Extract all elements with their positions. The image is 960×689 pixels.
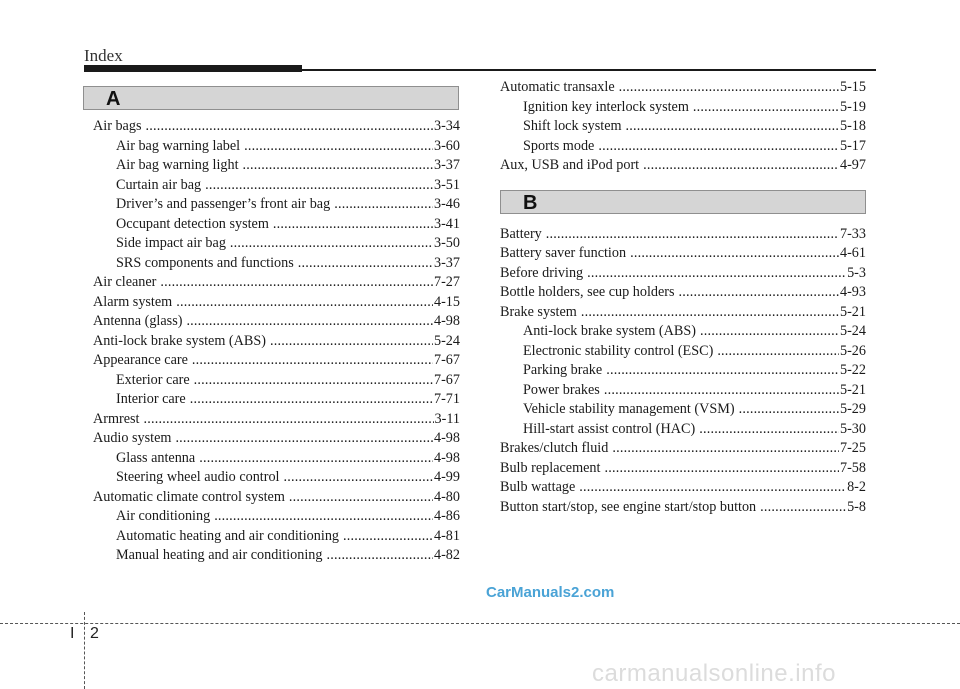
dot-leader bbox=[284, 468, 433, 488]
index-entry[interactable] bbox=[93, 488, 460, 508]
dot-leader bbox=[619, 78, 839, 98]
index-entry-text: Occupant detection system bbox=[116, 215, 269, 232]
dot-leader bbox=[176, 293, 433, 313]
dot-leader bbox=[700, 322, 839, 342]
dot-leader bbox=[289, 488, 433, 508]
index-entry[interactable] bbox=[93, 546, 460, 566]
dot-leader bbox=[243, 156, 433, 176]
index-entry-text: Brakes/clutch fluid bbox=[500, 440, 609, 456]
dot-leader bbox=[679, 283, 839, 303]
index-entry-text: Ignition key interlock system bbox=[523, 98, 689, 115]
dot-leader bbox=[343, 527, 433, 547]
index-entry-text: Automatic climate control system bbox=[93, 488, 285, 505]
index-entry-page: 5-24 bbox=[839, 323, 866, 339]
index-entry[interactable] bbox=[500, 459, 866, 479]
dot-leader bbox=[144, 410, 434, 430]
dot-leader bbox=[643, 156, 839, 176]
index-entry[interactable] bbox=[93, 468, 460, 488]
dot-leader bbox=[626, 117, 839, 137]
index-entry-page: 7-71 bbox=[433, 391, 460, 407]
index-entry-page: 5-21 bbox=[839, 381, 866, 398]
dot-leader bbox=[145, 117, 433, 137]
index-entry-text: Air bag warning light bbox=[116, 157, 239, 173]
dot-leader bbox=[205, 176, 433, 196]
index-entry[interactable] bbox=[93, 156, 460, 176]
index-entry[interactable] bbox=[500, 498, 866, 518]
index-entry[interactable] bbox=[93, 215, 460, 235]
section-a-letter: A bbox=[106, 88, 121, 110]
dot-leader bbox=[760, 498, 846, 518]
index-entry-page: 5-18 bbox=[839, 118, 866, 134]
index-entry-page: 5-17 bbox=[839, 137, 866, 154]
dot-leader bbox=[199, 449, 433, 469]
index-entry-page: 7-58 bbox=[839, 459, 866, 476]
index-entry-text: Shift lock system bbox=[523, 118, 622, 134]
index-entry[interactable] bbox=[500, 361, 866, 381]
index-entry-text: Exterior care bbox=[116, 371, 190, 388]
index-column-left bbox=[93, 117, 460, 566]
index-entry-text: Air conditioning bbox=[116, 508, 211, 524]
dot-leader bbox=[190, 390, 433, 410]
section-b-header bbox=[500, 190, 866, 214]
index-entry-text: Sports mode bbox=[523, 137, 595, 154]
index-entry-text: Manual heating and air conditioning bbox=[116, 547, 323, 563]
index-entry-page: 4-82 bbox=[433, 547, 460, 563]
index-entry[interactable] bbox=[500, 439, 866, 459]
index-entry[interactable] bbox=[500, 264, 866, 284]
index-entry-text: Antenna (glass) bbox=[93, 313, 183, 329]
dot-leader bbox=[579, 478, 846, 498]
dot-leader bbox=[230, 234, 433, 254]
index-entry[interactable] bbox=[500, 117, 866, 137]
index-entry[interactable] bbox=[500, 322, 866, 342]
index-entry[interactable] bbox=[93, 254, 460, 274]
index-entry-text: Anti-lock brake system (ABS) bbox=[523, 323, 696, 339]
index-entry[interactable] bbox=[93, 273, 460, 293]
index-entry[interactable] bbox=[500, 244, 866, 264]
index-entry-text: Air bags bbox=[93, 118, 142, 134]
index-entry-page: 3-60 bbox=[433, 137, 460, 154]
index-entry-page: 5-30 bbox=[839, 420, 866, 437]
index-entry-page: 5-22 bbox=[839, 362, 866, 378]
index-entry-page: 4-93 bbox=[839, 284, 866, 300]
index-entry-text: Hill-start assist control (HAC) bbox=[523, 420, 696, 437]
index-entry-text: Audio system bbox=[93, 430, 172, 446]
index-entry[interactable] bbox=[93, 137, 460, 157]
index-entry[interactable] bbox=[500, 420, 866, 440]
dot-leader bbox=[693, 98, 839, 118]
index-entry-text: Automatic transaxle bbox=[500, 79, 615, 95]
dot-leader bbox=[612, 439, 839, 459]
dot-leader bbox=[334, 195, 433, 215]
index-entry[interactable] bbox=[500, 156, 866, 176]
index-entry-page: 4-61 bbox=[839, 245, 866, 261]
dot-leader bbox=[270, 332, 433, 352]
index-entry-text: Battery bbox=[500, 225, 542, 242]
index-entry[interactable] bbox=[93, 449, 460, 469]
index-entry-page: 7-67 bbox=[433, 352, 460, 368]
index-entry-page: 3-50 bbox=[433, 235, 460, 251]
index-entry-text: Electronic stability control (ESC) bbox=[523, 342, 714, 359]
index-entry[interactable] bbox=[93, 176, 460, 196]
index-entry-page: 4-98 bbox=[433, 430, 460, 446]
index-entry-text: Battery saver function bbox=[500, 245, 627, 261]
index-entry[interactable] bbox=[500, 400, 866, 420]
section-a-list bbox=[93, 117, 460, 566]
index-entry-text: Power brakes bbox=[523, 381, 600, 398]
dot-leader bbox=[326, 546, 433, 566]
index-entry[interactable] bbox=[500, 225, 866, 245]
index-entry-page: 5-24 bbox=[433, 332, 460, 349]
index-entry[interactable] bbox=[500, 283, 866, 303]
index-entry-text: Glass antenna bbox=[116, 449, 196, 466]
index-entry[interactable] bbox=[93, 429, 460, 449]
section-b-list bbox=[500, 225, 866, 518]
dot-leader bbox=[192, 351, 433, 371]
dot-leader bbox=[598, 137, 839, 157]
index-entry-page: 4-86 bbox=[433, 508, 460, 524]
index-entry[interactable] bbox=[500, 342, 866, 362]
footer-rule bbox=[0, 623, 960, 624]
index-entry-text: Vehicle stability management (VSM) bbox=[523, 401, 735, 417]
index-entry-page: 5-26 bbox=[839, 342, 866, 359]
index-entry-page: 3-11 bbox=[434, 410, 460, 427]
page-title: Index bbox=[84, 46, 123, 65]
index-entry-text: Parking brake bbox=[523, 362, 603, 378]
index-entry[interactable] bbox=[500, 303, 866, 323]
index-entry-page: 4-15 bbox=[433, 293, 460, 310]
index-entry[interactable] bbox=[500, 78, 866, 98]
index-entry-text: Appearance care bbox=[93, 352, 188, 368]
dot-leader bbox=[604, 459, 839, 479]
index-entry-text: Alarm system bbox=[93, 293, 173, 310]
index-entry-text: Side impact air bag bbox=[116, 235, 226, 251]
index-entry-text: Bulb replacement bbox=[500, 459, 601, 476]
index-entry-page: 4-98 bbox=[433, 313, 460, 329]
index-entry-text: Armrest bbox=[93, 410, 140, 427]
index-entry-text: Button start/stop, see engine start/stop button bbox=[500, 498, 757, 515]
index-entry[interactable] bbox=[93, 351, 460, 371]
index-entry-page: 7-33 bbox=[839, 225, 866, 242]
index-entry-page: 5-29 bbox=[839, 401, 866, 417]
section-a-continued-list bbox=[500, 78, 866, 176]
index-entry-page: 4-80 bbox=[433, 488, 460, 505]
index-entry-page: 3-46 bbox=[433, 196, 460, 212]
index-entry-page: 7-27 bbox=[433, 274, 460, 290]
index-entry-page: 3-41 bbox=[433, 215, 460, 232]
index-entry[interactable] bbox=[93, 234, 460, 254]
dot-leader bbox=[244, 137, 433, 157]
index-entry[interactable] bbox=[93, 507, 460, 527]
index-entry[interactable] bbox=[500, 478, 866, 498]
index-entry[interactable] bbox=[93, 195, 460, 215]
index-entry-page: 3-37 bbox=[433, 157, 460, 173]
index-entry[interactable] bbox=[500, 381, 866, 401]
dot-leader bbox=[186, 312, 433, 332]
index-column-right bbox=[500, 78, 866, 517]
index-entry-text: SRS components and functions bbox=[116, 254, 294, 271]
index-entry[interactable] bbox=[500, 137, 866, 157]
dot-leader bbox=[298, 254, 433, 274]
index-entry-page: 5-8 bbox=[847, 498, 866, 515]
index-entry[interactable] bbox=[93, 332, 460, 352]
index-entry-text: Before driving bbox=[500, 264, 584, 281]
index-entry-text: Driver’s and passenger’s front air bag bbox=[116, 196, 331, 212]
index-entry-page: 3-51 bbox=[433, 176, 460, 193]
index-entry[interactable] bbox=[93, 410, 460, 430]
dot-leader bbox=[630, 244, 839, 264]
dot-leader bbox=[604, 381, 839, 401]
index-entry-text: Anti-lock brake system (ABS) bbox=[93, 332, 266, 349]
index-entry-page: 7-67 bbox=[433, 371, 460, 388]
index-entry[interactable] bbox=[93, 293, 460, 313]
watermark-link[interactable]: CarManuals2.com bbox=[486, 584, 615, 601]
footer-section-label: I bbox=[70, 625, 75, 642]
dot-leader bbox=[546, 225, 839, 245]
dot-leader bbox=[194, 371, 433, 391]
index-entry-page: 3-34 bbox=[433, 118, 460, 134]
dot-leader bbox=[587, 264, 846, 284]
index-entry-page: 7-25 bbox=[839, 440, 866, 456]
dot-leader bbox=[175, 429, 433, 449]
index-entry-page: 4-98 bbox=[433, 449, 460, 466]
index-entry-page: 5-21 bbox=[839, 303, 866, 320]
index-entry-text: Curtain air bag bbox=[116, 176, 202, 193]
index-entry-text: Steering wheel audio control bbox=[116, 469, 280, 485]
index-entry-text: Bottle holders, see cup holders bbox=[500, 284, 675, 300]
index-entry[interactable] bbox=[93, 390, 460, 410]
index-entry-text: Interior care bbox=[116, 391, 186, 407]
section-b-letter: B bbox=[523, 191, 538, 214]
index-entry[interactable] bbox=[93, 117, 460, 137]
index-entry-page: 5-15 bbox=[839, 79, 866, 95]
index-entry-text: Air cleaner bbox=[93, 274, 157, 290]
dot-leader bbox=[606, 361, 839, 381]
dot-leader bbox=[214, 507, 433, 527]
footer-page-number: 2 bbox=[90, 625, 99, 642]
site-watermark: carmanualsonline.info bbox=[592, 660, 836, 687]
index-entry-page: 8-2 bbox=[847, 479, 866, 495]
index-entry-page: 5-19 bbox=[839, 98, 866, 115]
dot-leader bbox=[739, 400, 839, 420]
header-rule-thick bbox=[84, 65, 302, 72]
index-entry[interactable] bbox=[500, 98, 866, 118]
footer-divider bbox=[84, 612, 85, 689]
index-entry-page: 4-99 bbox=[433, 469, 460, 485]
dot-leader bbox=[581, 303, 839, 323]
index-entry-page: 3-37 bbox=[433, 254, 460, 271]
dot-leader bbox=[717, 342, 839, 362]
index-entry-page: 4-81 bbox=[433, 527, 460, 544]
index-entry-page: 5-3 bbox=[847, 264, 866, 281]
index-entry-text: Automatic heating and air conditioning bbox=[116, 527, 340, 544]
dot-leader bbox=[699, 420, 839, 440]
index-entry[interactable] bbox=[93, 371, 460, 391]
header-rule-thin bbox=[302, 69, 876, 71]
index-entry-text: Bulb wattage bbox=[500, 479, 576, 495]
dot-leader bbox=[160, 273, 433, 293]
index-entry-text: Brake system bbox=[500, 303, 577, 320]
index-entry-text: Aux, USB and iPod port bbox=[500, 157, 640, 173]
index-entry-text: Air bag warning label bbox=[116, 137, 241, 154]
index-entry-page: 4-97 bbox=[839, 157, 866, 173]
dot-leader bbox=[273, 215, 433, 235]
index-entry[interactable] bbox=[93, 312, 460, 332]
section-a-header bbox=[83, 86, 459, 110]
index-entry[interactable] bbox=[93, 527, 460, 547]
